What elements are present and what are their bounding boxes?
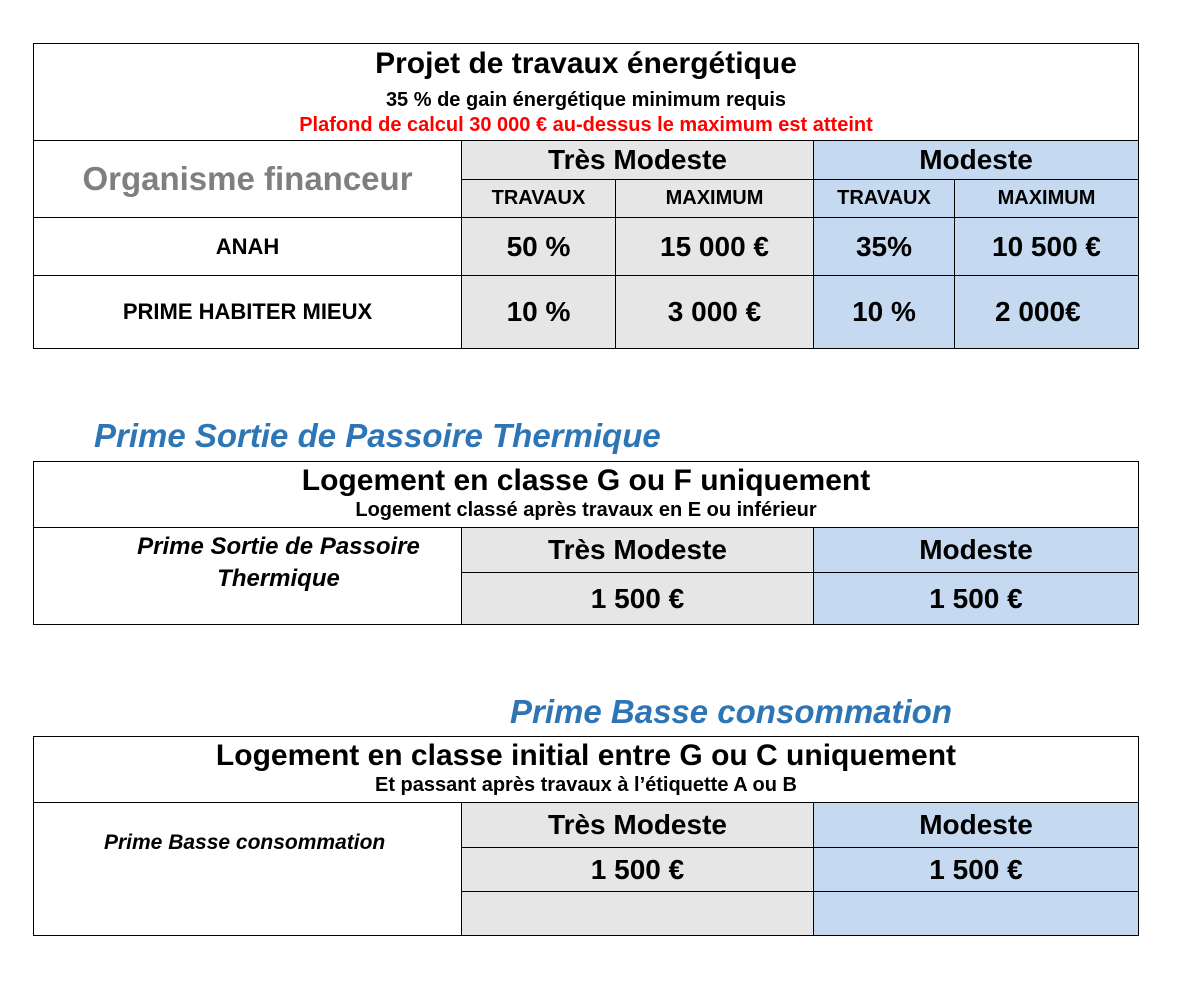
passoire-header-sub: Logement classé après travaux en E ou inférieur [355,499,817,521]
passoire-header-main: Logement en classe G ou F uniquement [301,464,871,497]
phm-tm-maximum: 3 000 € [615,275,813,348]
passoire-row-label-cell [34,527,461,624]
col-travaux-m: TRAVAUX [813,179,954,217]
basse-conso-row-label-cell [34,802,461,935]
passoire-table [33,461,1139,625]
phm-m-travaux: 10 % [813,275,954,348]
basse-conso-header-sub: Et passant après travaux à l’étiquette A ou B [375,774,797,796]
phm-tm-travaux: 10 % [461,275,615,348]
basse-conso-empty-modeste [813,891,1138,935]
passoire-col-tres-modeste: Très Modeste [461,527,813,572]
basse-conso-table [33,736,1139,936]
funding-table [33,43,1139,349]
col-travaux-tm: TRAVAUX [461,179,615,217]
col-maximum-m: MAXIMUM [954,179,1138,217]
basse-conso-row-label: Prime Basse consommation [104,831,386,854]
col-maximum-tm: MAXIMUM [615,179,813,217]
basse-conso-empty-tres-modeste [461,891,813,935]
basse-conso-val-modeste: 1 500 € [813,847,1138,891]
row-label-anah: ANAH [34,217,461,275]
basse-conso-header-main: Logement en classe initial entre G ou C uniquement [215,739,957,772]
anah-tm-travaux: 50 % [461,217,615,275]
passoire-val-tres-modeste: 1 500 € [461,572,813,624]
org-label: Organisme financeur [34,140,461,217]
anah-tm-maximum: 15 000 € [615,217,813,275]
phm-m-maximum: 2 000€ [954,275,1138,348]
table-subtitle: 35 % de gain énergétique minimum requis [385,89,787,111]
table-title: Projet de travaux énergétique [375,47,797,80]
passoire-val-modeste: 1 500 € [813,572,1138,624]
basse-conso-col-tres-modeste: Très Modeste [461,802,813,847]
passoire-col-modeste: Modeste [813,527,1138,572]
anah-m-maximum: 10 500 € [954,217,1138,275]
anah-m-travaux: 35% [813,217,954,275]
group-modeste: Modeste [813,140,1138,179]
section-title-passoire: Prime Sortie de Passoire Thermique [94,417,661,454]
passoire-row-label: Prime Sortie de Passoire Thermique [137,533,420,592]
section-title-basse-conso: Prime Basse consommation [510,693,952,730]
group-tres-modeste: Très Modeste [461,140,813,179]
table-note: Plafond de calcul 30 000 € au-dessus le maximum est atteint [299,114,873,136]
row-label-prime-habiter-mieux: PRIME HABITER MIEUX [34,275,461,348]
basse-conso-val-tres-modeste: 1 500 € [461,847,813,891]
basse-conso-col-modeste: Modeste [813,802,1138,847]
